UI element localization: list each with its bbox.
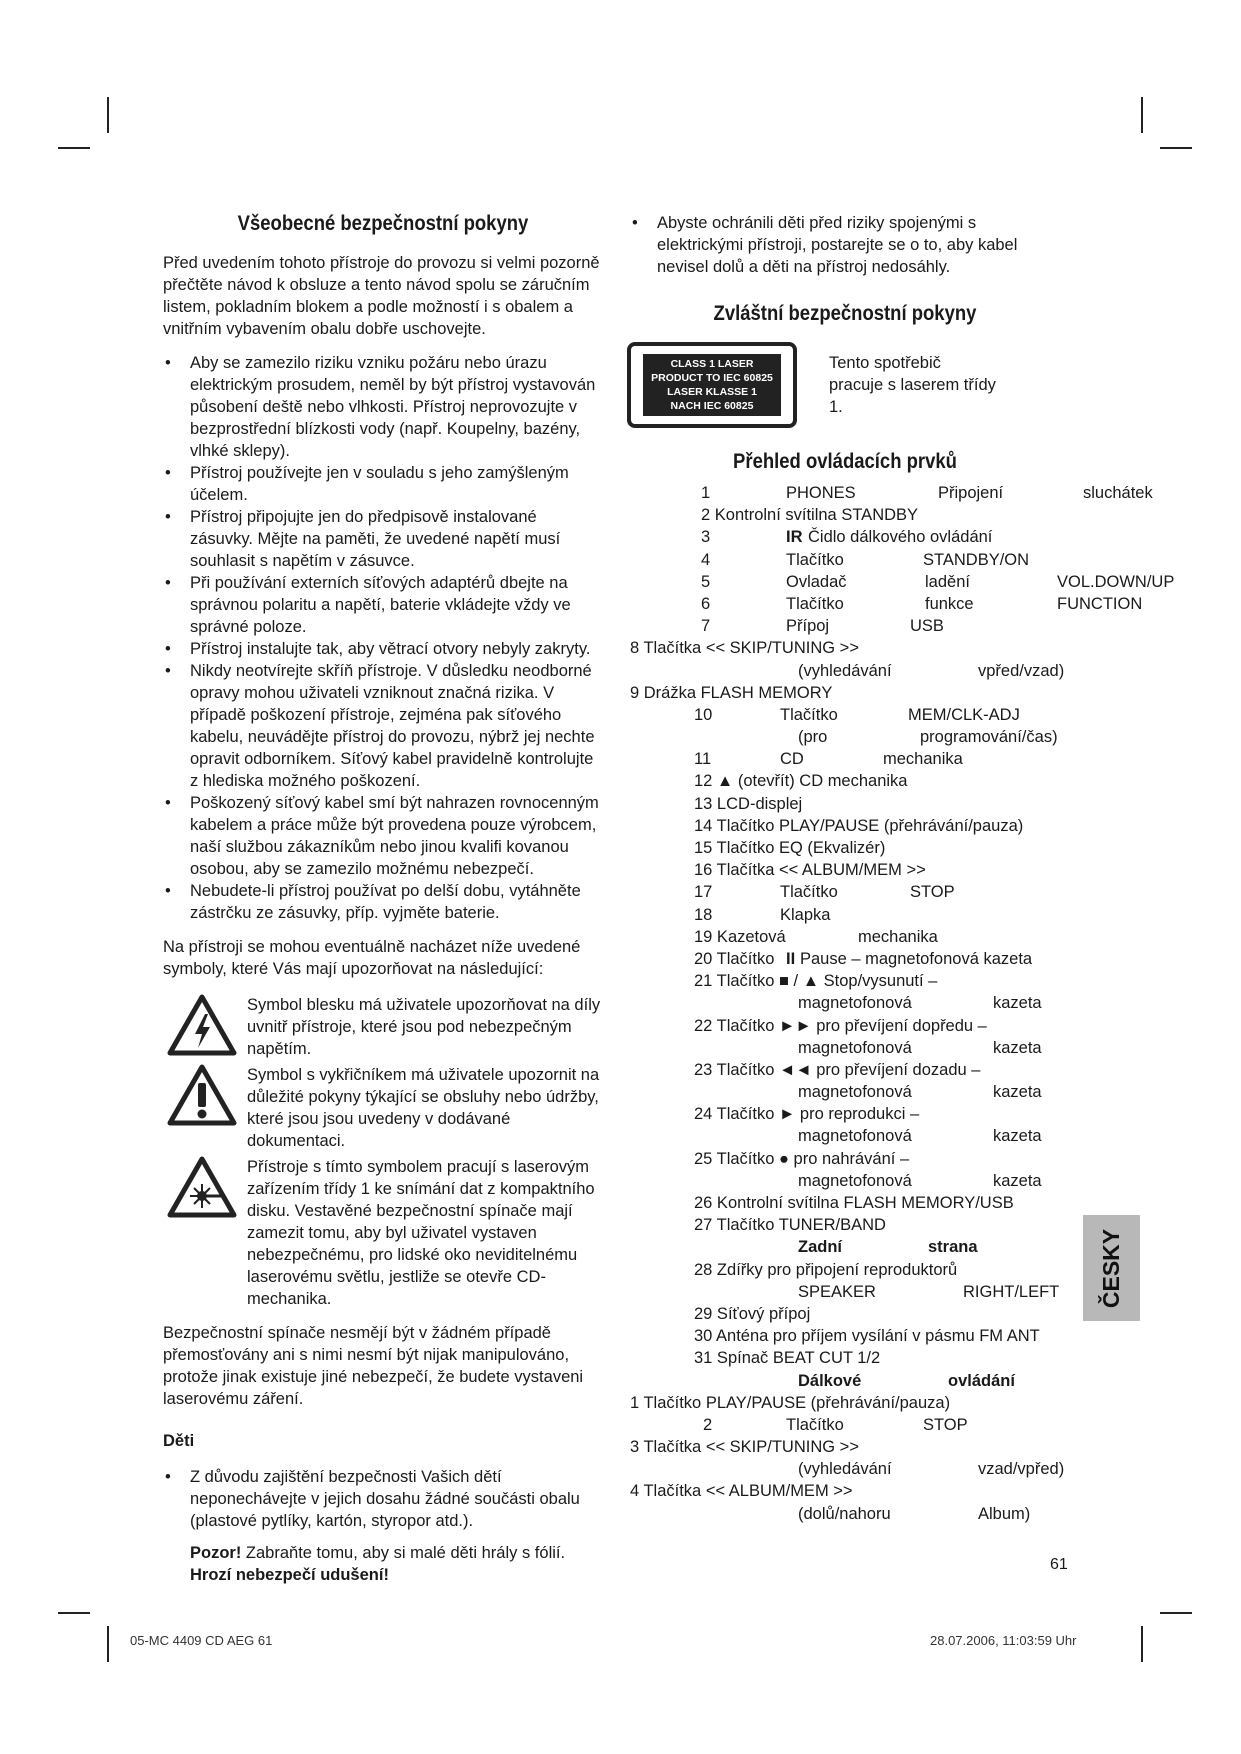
control-line-segment: 25 Tlačítko ● pro nahrávání –: [694, 1149, 910, 1168]
control-line-segment: Tlačítko: [780, 705, 838, 724]
warning-bold-end: Hrozí nebezpečí udušení!: [190, 1566, 389, 1584]
control-line: [630, 639, 1190, 661]
control-line-segment: magnetofonová: [798, 1171, 912, 1190]
control-line: [630, 1150, 1190, 1172]
control-line: [630, 1416, 1190, 1438]
control-line-segment: Tlačítko: [786, 1415, 844, 1434]
children-heading: Děti: [163, 1432, 195, 1450]
control-line: [630, 1394, 1190, 1416]
suffocation-warning: [163, 1542, 603, 1586]
control-line-segment: ovládání: [948, 1371, 1015, 1390]
laser-class-label: [627, 342, 797, 428]
control-line-segment: magnetofonová: [798, 994, 912, 1013]
control-line-segment: (pro: [798, 728, 828, 747]
control-line-segment: 29 Síťový přípoj: [694, 1304, 811, 1323]
control-line-segment: strana: [928, 1238, 978, 1257]
exclamation-symbol-text: Symbol s vykřičníkem má uživatele upozornit na důležité pokyny týkající se obsluhy nebo údržby, které jsou jsou uvedeny v dodávané dokumentaci.: [247, 1066, 600, 1150]
exclamation-warning-icon: [163, 1064, 241, 1126]
control-line-segment: 2: [703, 1415, 713, 1434]
page-number: 61: [1050, 1556, 1068, 1573]
controls-overview-title: Přehled ovládacích prvků: [733, 450, 957, 473]
control-line-segment: kazeta: [993, 1083, 1042, 1102]
control-line: [630, 1194, 1190, 1216]
control-line: [630, 1127, 1190, 1149]
control-line-segment: Tlačítko: [786, 550, 844, 569]
control-line: [630, 772, 1190, 794]
control-line-segment: RIGHT/LEFT: [963, 1282, 1060, 1301]
symbols-intro: Na přístroji se mohou eventuálně nacházet níže uvedené symboly, které Vás mají upozorňovat na následující:: [163, 938, 581, 978]
general-safety-title: Všeobecné bezpečnostní pokyny: [237, 212, 529, 235]
control-line-segment: ladění: [925, 572, 970, 591]
control-line-segment: Pause – magnetofonová kazeta: [800, 949, 1033, 968]
laser-class-text: Tento spotřebič pracuje s laserem třídy 1.: [829, 354, 996, 416]
control-line-segment: IR: [786, 528, 803, 547]
control-line: [630, 950, 1190, 972]
control-line-segment: II: [786, 949, 796, 968]
control-line: [630, 595, 1190, 617]
control-line-segment: Čidlo dálkového ovládání: [808, 528, 993, 547]
control-line: [630, 883, 1190, 905]
control-line-segment: 1: [701, 484, 711, 502]
control-line: [630, 817, 1190, 839]
control-line-segment: magnetofonová: [798, 1038, 912, 1057]
control-line-segment: CD: [780, 750, 804, 769]
control-line-segment: VOL.DOWN/UP: [1057, 572, 1175, 591]
crop-mark: [58, 147, 90, 149]
laser-warning-icon: [163, 1156, 241, 1218]
control-line-segment: programování/čas): [920, 728, 1058, 747]
control-line-segment: 22 Tlačítko ►► pro převíjení dopředu –: [694, 1016, 987, 1035]
control-line: [630, 1039, 1190, 1061]
laser-label-line: LASER KLASSE 1: [667, 386, 757, 398]
control-line: [630, 1061, 1190, 1083]
lightning-warning-icon: [163, 994, 241, 1056]
control-line: [630, 972, 1190, 994]
control-line-segment: STOP: [923, 1415, 968, 1434]
control-line: [630, 1172, 1190, 1194]
control-line-segment: STANDBY/ON: [923, 550, 1030, 569]
children-bullet: • Z důvodu zajištění bezpečnosti Vašich dětí neponechávejte v jejich dosahu žádné součásti obalu (plastové pytlíky, kartón, styropor atd.).: [163, 1466, 603, 1532]
right-bullet-list: [630, 212, 1060, 278]
control-line-segment: 10: [694, 705, 713, 724]
left-column: [163, 212, 603, 1598]
control-line: [630, 662, 1190, 684]
control-line: [630, 861, 1190, 883]
safety-bullet: • Nebudete-li přístroj používat po delší dobu, vytáhněte zástrčku ze zásuvky, příp. vyjměte baterie.: [163, 880, 603, 924]
control-line-segment: Ovladač: [786, 572, 847, 591]
control-line-segment: 1 Tlačítko PLAY/PAUSE (přehrávání/pauza): [630, 1393, 951, 1412]
control-line-segment: Tlačítko: [786, 594, 844, 613]
intro-paragraph: Před uvedením tohoto přístroje do provozu si velmi pozorně přečtěte návod k obsluze a tento návod spolu se záručním listem, pokladním blokem a podle možností i s obalem a vnitřním vybavením obalu dobře uschovejte.: [163, 254, 600, 338]
control-line-segment: 18: [694, 905, 713, 924]
control-line-segment: 15 Tlačítko EQ (Ekvalizér): [694, 839, 886, 857]
control-line-segment: vzad/vpřed): [978, 1460, 1065, 1479]
warning-label: Pozor!: [190, 1544, 242, 1562]
language-tab-label: ČESKY: [1098, 1228, 1124, 1308]
footer-right: 28.07.2006, 11:03:59 Uhr: [930, 1633, 1077, 1648]
control-line-segment: 14 Tlačítko PLAY/PAUSE (přehrávání/pauza): [694, 816, 1024, 835]
safety-bullet: • Aby se zamezilo riziku vzniku požáru nebo úrazu elektrickým prosudem, neměl by být přístroj vystavován působení deště nebo vlhkosti. Přístroj neprovozujte v bezprostřední blízkosti vody (např. Koupelny, bazény, vlhké sklepy).: [163, 352, 603, 462]
control-line: [630, 1083, 1190, 1105]
control-line: [630, 484, 1190, 506]
safety-bullet: • Při používání externích síťových adaptérů dbejte na správnou polaritu a napětí, baterie vkládejte vždy ve správné poloze.: [163, 572, 603, 638]
control-line: [630, 1482, 1190, 1504]
control-line-segment: kazeta: [993, 994, 1042, 1013]
crop-mark: [1160, 147, 1192, 149]
special-safety-title: Zvláštní bezpečnostní pokyny: [713, 302, 977, 325]
control-line-segment: 23 Tlačítko ◄◄ pro převíjení dozadu –: [694, 1060, 981, 1079]
control-line-segment: SPEAKER: [798, 1282, 876, 1301]
crop-mark: [1141, 97, 1143, 133]
crop-mark: [107, 97, 109, 133]
control-line-segment: (vyhledávání: [798, 661, 892, 680]
control-line: [630, 1505, 1190, 1527]
control-line-segment: vpřed/vzad): [978, 661, 1065, 680]
footer-left: 05-MC 4409 CD AEG 61: [130, 1633, 273, 1648]
warning-text: Zabraňte tomu, aby si malé děti hrály s fólií.: [241, 1544, 566, 1562]
laser-label-line: PRODUCT TO IEC 60825: [651, 372, 773, 384]
language-tab: [1083, 1215, 1140, 1321]
control-line-segment: STOP: [910, 883, 955, 902]
control-line-segment: USB: [910, 617, 944, 636]
switches-paragraph: Bezpečnostní spínače nesmějí být v žádném případě přemosťovány ani s nimi nesmí být nijak manipulováno, protože jinak existuje jiné nebezpečí, že budete vystaveni laserovému záření.: [163, 1324, 584, 1408]
control-line-segment: 27 Tlačítko TUNER/BAND: [694, 1216, 886, 1235]
control-line-segment: 28 Zdířky pro připojení reproduktorů: [694, 1260, 958, 1279]
control-line-segment: magnetofonová: [798, 1083, 912, 1102]
control-line-segment: 31 Spínač BEAT CUT 1/2: [694, 1349, 881, 1368]
control-line-segment: 24 Tlačítko ► pro reprodukci –: [694, 1105, 920, 1124]
control-line-segment: Klapka: [780, 905, 831, 924]
control-line: [630, 1460, 1190, 1482]
control-line-segment: 5: [701, 572, 711, 591]
control-line: [630, 750, 1190, 772]
safety-bullet: • Nikdy neotvírejte skříň přístroje. V důsledku neodborné opravy mohou uživateli vzniknout značná rizika. V případě poškození přístroje, zejména pak síťového kabelu, neuvádějte přístroj do provozu, nýbrž jej nechte opravit odborníkem. Síťový kabel pravidelně kontrolujte z hlediska možného poškození.: [163, 660, 603, 792]
control-line-segment: 16 Tlačítka << ALBUM/MEM >>: [694, 861, 926, 880]
control-line-segment: kazeta: [993, 1171, 1042, 1190]
control-line: [630, 1438, 1190, 1460]
lightning-symbol-row: [163, 994, 603, 1060]
control-line-segment: mechanika: [858, 927, 938, 946]
safety-bullet: • Poškozený síťový kabel smí být nahrazen rovnocenným kabelem a práce může být provedena pouze výrobcem, naší službou zákazníkům nebo jinou kvalifi kovanou osobou, aby se zamezilo možnému nebezpečí.: [163, 792, 603, 880]
control-line-segment: 2 Kontrolní svítilna STANDBY: [701, 506, 919, 525]
control-line-segment: 20 Tlačítko: [694, 949, 775, 968]
control-line-segment: magnetofonová: [798, 1127, 912, 1146]
control-line: [630, 551, 1190, 573]
controls-list: [630, 484, 1190, 1527]
control-line-segment: kazeta: [993, 1127, 1042, 1146]
laser-label-line: NACH IEC 60825: [670, 400, 754, 412]
control-line: [630, 706, 1190, 728]
control-line-segment: 17: [694, 883, 713, 902]
control-line: [630, 1327, 1190, 1349]
control-line-segment: 21 Tlačítko ■ / ▲ Stop/vysunutí –: [694, 972, 938, 991]
cable-bullet: • Abyste ochránili děti před riziky spojenými s elektrickými přístroji, postarejte se o to, aby kabel nevisel dolů a děti na přístroj nedosáhly.: [630, 212, 1060, 278]
control-line-segment: 8 Tlačítka << SKIP/TUNING >>: [630, 639, 859, 658]
exclamation-symbol-row: [163, 1064, 603, 1152]
control-line: [630, 573, 1190, 595]
laser-class-row: [627, 342, 1190, 428]
laser-label-line: CLASS 1 LASER: [670, 358, 754, 370]
control-line-segment: Tlačítko: [780, 883, 838, 902]
control-line-segment: Připojení: [938, 484, 1004, 502]
control-line: [630, 1105, 1190, 1127]
laser-symbol-text: Přístroje s tímto symbolem pracují s laserovým zařízením třídy 1 ke snímání dat z kompaktního disku. Vestavěné bezpečnostní spínače mají zamezit tomu, aby byl uživatel vystaven nebezpečnému, pro lidské oko neviditelnému laserovému světlu, jestliže se otevře CD-mechanika.: [247, 1158, 595, 1308]
control-line-segment: Dálkové: [798, 1371, 862, 1390]
control-line-segment: 3: [701, 528, 711, 547]
safety-bullet-list: [163, 352, 603, 924]
control-line-segment: PHONES: [786, 484, 856, 502]
safety-bullet: • Přístroj používejte jen v souladu s jeho zamýšleným účelem.: [163, 462, 603, 506]
control-line-segment: 13 LCD-displej: [694, 794, 803, 813]
control-line-segment: Přípoj: [786, 617, 830, 636]
control-line-segment: Zadní: [798, 1238, 842, 1257]
control-line: [630, 1017, 1190, 1039]
control-line-segment: 3 Tlačítka << SKIP/TUNING >>: [630, 1438, 859, 1457]
safety-bullet: • Přístroj instalujte tak, aby větrací otvory nebyly zakryty.: [163, 638, 603, 660]
control-line: [630, 928, 1190, 950]
control-line-segment: 30 Anténa pro příjem vysílání v pásmu FM ANT: [694, 1327, 1040, 1346]
control-line: [630, 906, 1190, 928]
control-line: [630, 1349, 1190, 1371]
control-line: [630, 506, 1190, 528]
control-line-segment: 4: [701, 550, 711, 569]
control-line-segment: funkce: [925, 594, 974, 613]
control-line-segment: (dolů/nahoru: [798, 1504, 891, 1523]
control-line-segment: 9 Drážka FLASH MEMORY: [630, 683, 833, 702]
safety-bullet: • Přístroj připojujte jen do předpisově instalované zásuvky. Mějte na paměti, že uvedené napětí musí souhlasit s napětím v zásuvce.: [163, 506, 603, 572]
control-line-segment: 19 Kazetová: [694, 927, 786, 946]
control-line: [630, 839, 1190, 861]
control-line: [630, 617, 1190, 639]
laser-symbol-row: [163, 1156, 603, 1310]
control-line-segment: kazeta: [993, 1038, 1042, 1057]
right-column: [630, 212, 1190, 1527]
control-line: [630, 1372, 1190, 1394]
control-line: [630, 684, 1190, 706]
crop-mark: [1160, 1612, 1192, 1614]
control-line: [630, 994, 1190, 1016]
control-line: [630, 528, 1190, 550]
control-line-segment: Album): [978, 1504, 1031, 1523]
control-line-segment: sluchátek: [1083, 484, 1153, 502]
control-line-segment: mechanika: [883, 750, 963, 769]
control-line: [630, 795, 1190, 817]
control-line-segment: 26 Kontrolní svítilna FLASH MEMORY/USB: [694, 1194, 1014, 1212]
crop-mark: [1141, 1626, 1143, 1662]
control-line-segment: 11: [694, 750, 712, 769]
lightning-symbol-text: Symbol blesku má uživatele upozorňovat na díly uvnitř přístroje, které jsou pod nebezpečným napětím.: [247, 996, 601, 1058]
control-line-segment: 12 ▲ (otevřít) CD mechanika: [694, 772, 908, 791]
control-line-segment: 6: [701, 594, 711, 613]
crop-mark: [107, 1626, 109, 1662]
control-line-segment: FUNCTION: [1057, 594, 1143, 613]
control-line: [630, 728, 1190, 750]
children-bullet-list: [163, 1466, 603, 1532]
control-line-segment: 7: [701, 617, 711, 636]
control-line-segment: 4 Tlačítka << ALBUM/MEM >>: [630, 1482, 853, 1501]
control-line-segment: (vyhledávání: [798, 1460, 892, 1479]
crop-mark: [58, 1612, 90, 1614]
control-line-segment: MEM/CLK-ADJ: [908, 705, 1020, 724]
